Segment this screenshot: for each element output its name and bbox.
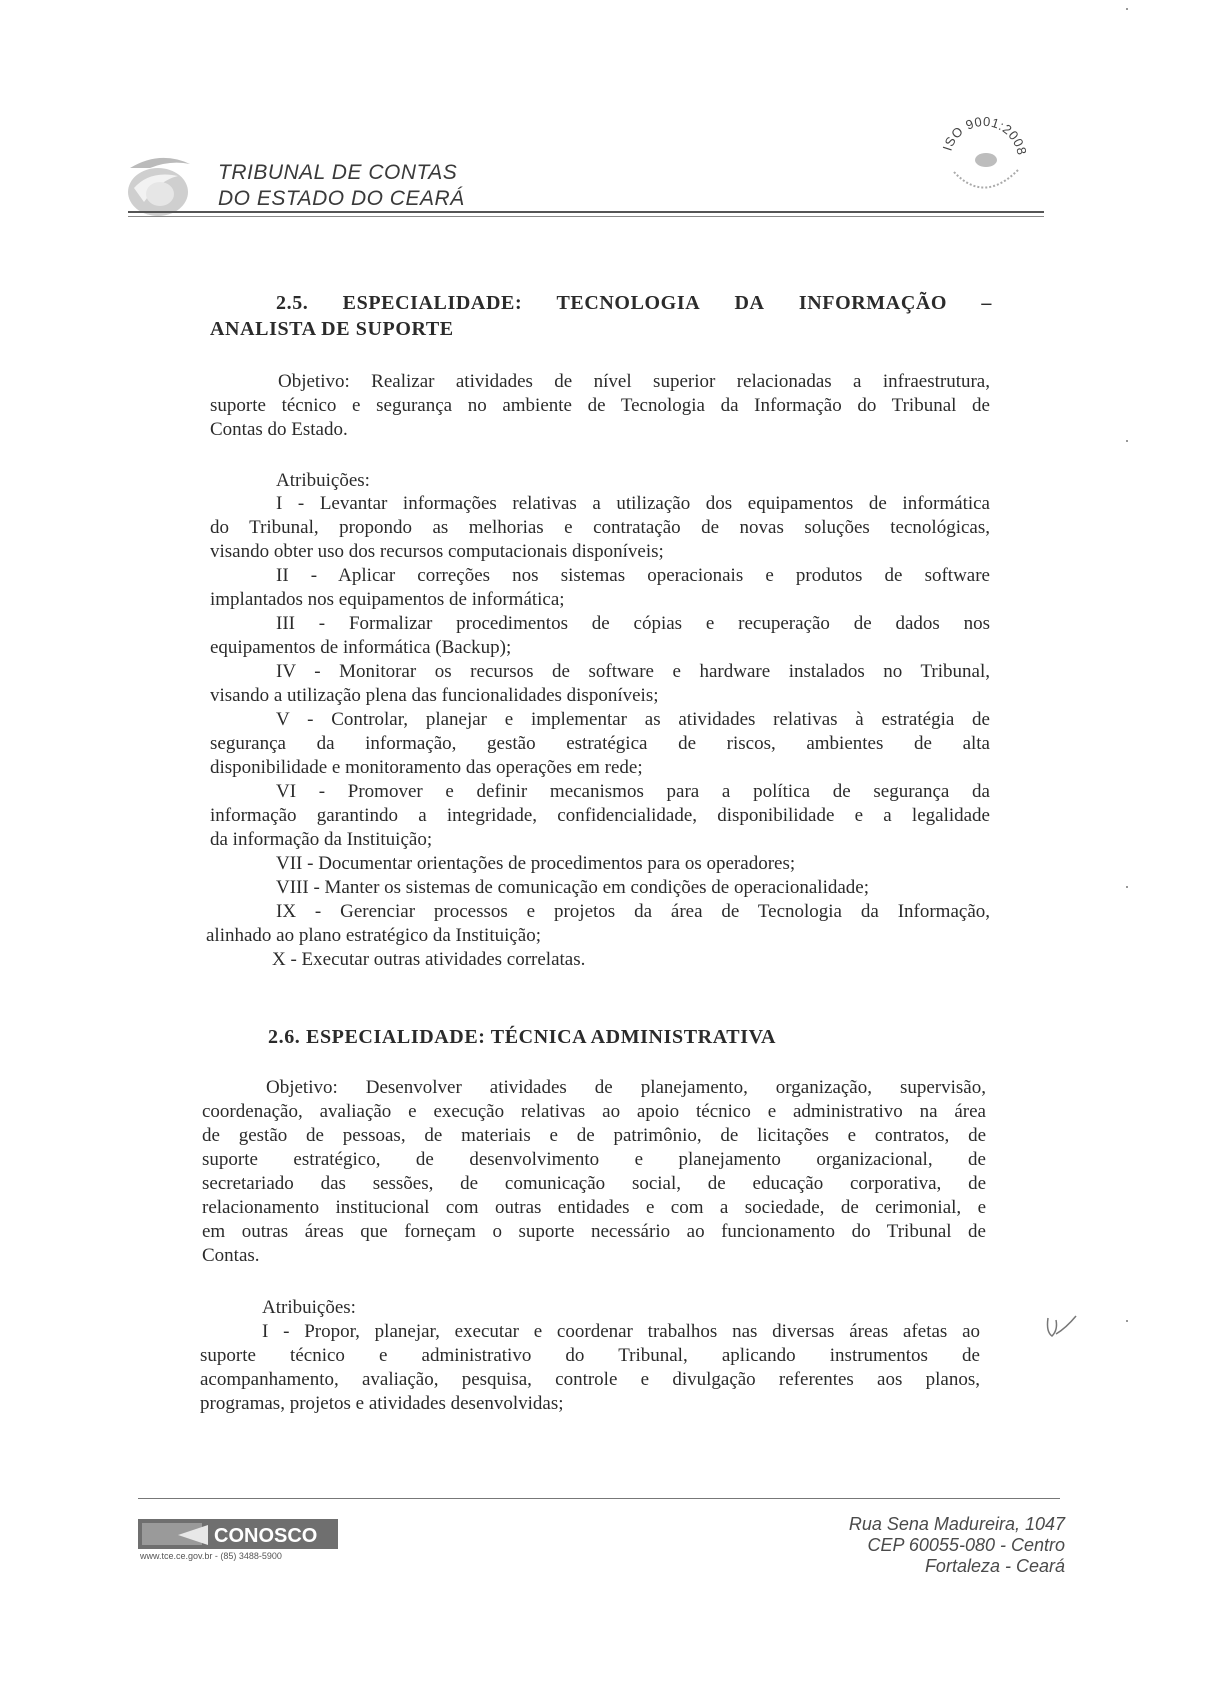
attributions-label: Atribuições:	[262, 1297, 356, 1318]
objective-line: Contas do Estado.	[210, 419, 348, 440]
address-line-2: CEP 60055-080 - Centro	[867, 1535, 1065, 1555]
scan-speck	[1126, 8, 1128, 10]
attribution-line: VIII - Manter os sistemas de comunicação em condições de operacionalidade;	[276, 877, 869, 898]
footer-logo-text: CONOSCO	[214, 1525, 318, 1547]
attributions-label: Atribuições:	[276, 470, 370, 491]
attribution-line: do Tribunal, propondo as melhorias e contratação de novas soluções tecnológicas,	[210, 517, 990, 538]
section-2-6-heading: 2.6. ESPECIALIDADE: TÉCNICA ADMINISTRATIVA	[268, 1026, 777, 1048]
attribution-line: implantados nos equipamentos de informática;	[210, 589, 565, 610]
attribution-line: acompanhamento, avaliação, pesquisa, controle e divulgação referentes aos planos,	[200, 1369, 980, 1390]
iso-certification-seal	[936, 108, 1032, 204]
attribution-line: disponibilidade e monitoramento das operações em rede;	[210, 757, 643, 778]
attribution-line: suporte técnico e administrativo do Tribunal, aplicando instrumentos de	[200, 1345, 980, 1366]
address-line-3: Fortaleza - Ceará	[924, 1556, 1065, 1576]
attribution-line: programas, projetos e atividades desenvolvidas;	[200, 1393, 564, 1414]
address-line-1: Rua Sena Madureira, 1047	[848, 1514, 1065, 1534]
attribution-line: informação garantindo a integridade, confidencialidade, disponibilidade e a legalidade	[210, 805, 990, 826]
institution-line-2: DO ESTADO DO CEARÁ	[218, 187, 465, 210]
objective-line: coordenação, avaliação e execução relativas ao apoio técnico e administrativo na área	[202, 1101, 986, 1122]
heading-word: ESPECIALIDADE:	[342, 292, 523, 314]
institution-name	[218, 160, 465, 212]
footer-divider	[138, 1498, 1060, 1499]
heading-word: –	[981, 292, 992, 314]
attribution-line: V - Controlar, planejar e implementar as atividades relativas à estratégia de	[276, 709, 990, 730]
header-divider	[128, 211, 1044, 213]
objective-line: suporte estratégico, de desenvolvimento e planejamento organizacional, de	[202, 1149, 986, 1170]
objective-line: de gestão de pessoas, de materiais e de patrimônio, de licitações e contratos, de	[202, 1125, 986, 1146]
heading-word: TECNOLOGIA	[556, 292, 701, 314]
header-divider-thin	[128, 216, 1044, 217]
iso-seal-text: ISO 9001:2008	[939, 113, 1030, 157]
objective-line: secretariado das sessões, de comunicação social, de educação corporativa, de	[202, 1173, 986, 1194]
attribution-line: III - Formalizar procedimentos de cópias e recuperação de dados nos	[276, 613, 990, 634]
attribution-line: VI - Promover e definir mecanismos para a política de segurança da	[276, 781, 990, 802]
section-2-5-heading	[276, 292, 992, 315]
attribution-line: visando a utilização plena das funcionalidades disponíveis;	[210, 685, 659, 706]
attribution-line: visando obter uso dos recursos computacionais disponíveis;	[210, 541, 664, 562]
attribution-line: I - Levantar informações relativas a utilização dos equipamentos de informática	[276, 493, 990, 514]
attribution-line: IV - Monitorar os recursos de software e hardware instalados no Tribunal,	[276, 661, 990, 682]
institution-line-1: TRIBUNAL DE CONTAS	[218, 161, 458, 184]
objective-line: Objetivo: Desenvolver atividades de planejamento, organização, supervisão,	[266, 1077, 986, 1098]
scan-speck	[1126, 886, 1128, 888]
footer-address	[849, 1514, 1065, 1577]
attribution-line: segurança da informação, gestão estratégica de riscos, ambientes de alta	[210, 733, 990, 754]
attribution-line: IX - Gerenciar processos e projetos da área de Tecnologia da Informação,	[276, 901, 990, 922]
attribution-line: II - Aplicar correções nos sistemas operacionais e produtos de software	[276, 565, 990, 586]
objective-line: Contas.	[202, 1245, 260, 1266]
attribution-line: I - Propor, planejar, executar e coordenar trabalhos nas diversas áreas afetas ao	[262, 1321, 980, 1342]
objective-line: em outras áreas que forneçam o suporte necessário ao funcionamento do Tribunal de	[202, 1221, 986, 1242]
section-2-5-heading-line-2: ANALISTA DE SUPORTE	[210, 318, 454, 340]
footer-logo-subtext: www.tce.ce.gov.br - (85) 3488-5900	[140, 1551, 282, 1561]
attribution-line: alinhado ao plano estratégico da Instituição;	[206, 925, 542, 946]
attribution-line: equipamentos de informática (Backup);	[210, 637, 512, 658]
objective-line: relacionamento institucional com outras entidades e com a sociedade, de cerimonial, e	[202, 1197, 986, 1218]
heading-word: 2.5.	[276, 292, 309, 314]
handwritten-initials	[1042, 1310, 1082, 1346]
attribution-line: X - Executar outras atividades correlatas.	[272, 949, 586, 970]
objective-line: Objetivo: Realizar atividades de nível superior relacionadas a infraestrutura,	[278, 371, 990, 392]
scan-speck	[1126, 1320, 1128, 1322]
attribution-line: da informação da Instituição;	[210, 829, 433, 850]
heading-word: DA	[734, 292, 765, 314]
objective-line: suporte técnico e segurança no ambiente de Tecnologia da Informação do Tribunal de	[210, 395, 990, 416]
heading-word: INFORMAÇÃO	[798, 292, 948, 314]
attribution-line: VII - Documentar orientações de procedimentos para os operadores;	[276, 853, 796, 874]
conosco-logo	[138, 1519, 338, 1561]
scan-speck	[1126, 440, 1128, 442]
svg-text:ISO 9001:2008	[940, 114, 1030, 157]
